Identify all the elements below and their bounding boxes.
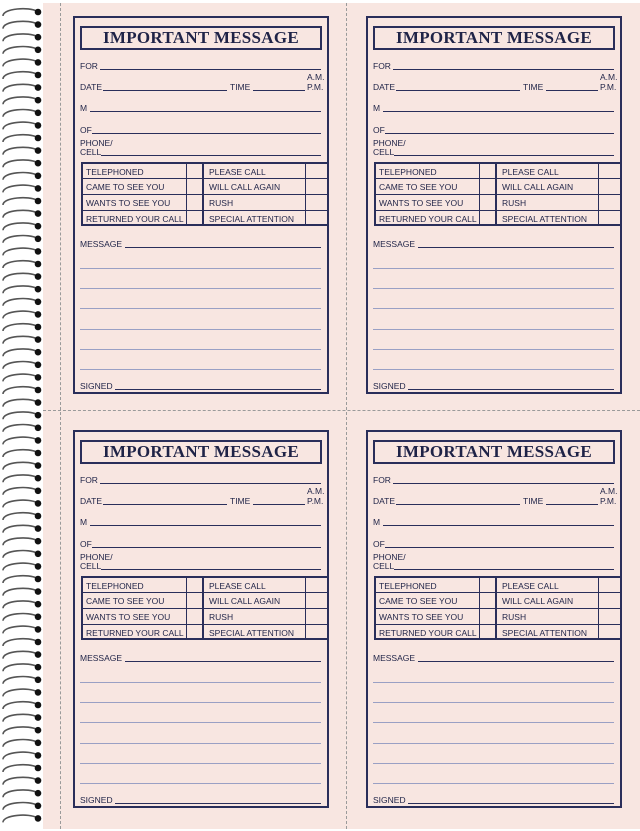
message-field[interactable] — [125, 661, 321, 662]
checkbox-label-wants-to-see-you: WANTS TO SEE YOU — [86, 198, 171, 208]
checkbox-label-will-call-again: WILL CALL AGAIN — [502, 182, 574, 192]
checkbox-label-telephoned: TELEPHONED — [379, 167, 437, 177]
spiral-coil — [3, 425, 41, 432]
checkbox-label-came-to-see-you: CAME TO SEE YOU — [379, 596, 458, 606]
checkbox-label-returned-your-call: RETURNED YOUR CALL — [86, 628, 184, 638]
checkbox-grid — [81, 162, 329, 226]
of-field[interactable] — [92, 547, 321, 548]
spiral-coil — [3, 488, 41, 495]
m-label: M — [80, 103, 88, 113]
spiral-coil — [3, 601, 41, 608]
spiral-coil — [3, 639, 41, 646]
spiral-coil — [3, 362, 41, 369]
spiral-coil — [3, 399, 41, 406]
checkbox-label-returned-your-call: RETURNED YOUR CALL — [379, 628, 477, 638]
time-label: TIME — [230, 82, 251, 92]
checkbox-label-please-call: PLEASE CALL — [502, 167, 559, 177]
message-line — [373, 702, 614, 703]
for-field[interactable] — [393, 69, 614, 70]
message-label: MESSAGE — [373, 239, 416, 249]
m-field[interactable] — [383, 525, 614, 526]
spiral-coil — [3, 752, 41, 759]
m-label: M — [373, 517, 381, 527]
cell-label: CELL — [373, 147, 395, 157]
spiral-coil — [3, 513, 41, 520]
message-line — [80, 288, 321, 289]
spiral-coil — [3, 160, 41, 167]
spiral-coil — [3, 34, 41, 41]
spiral-coil — [3, 803, 41, 810]
checkbox-label-please-call: PLEASE CALL — [209, 167, 266, 177]
for-label: FOR — [373, 61, 391, 71]
for-field[interactable] — [100, 69, 321, 70]
message-slip[interactable] — [366, 430, 622, 808]
checkbox-label-special-attention: SPECIAL ATTENTION — [502, 214, 588, 224]
slip-title: IMPORTANT MESSAGE — [80, 26, 322, 50]
time-field[interactable] — [253, 90, 305, 91]
cell-label: CELL — [80, 561, 102, 571]
slip-title: IMPORTANT MESSAGE — [373, 440, 615, 464]
cell-label: CELL — [80, 147, 102, 157]
checkbox-label-wants-to-see-you: WANTS TO SEE YOU — [86, 612, 171, 622]
message-slip[interactable] — [73, 16, 329, 394]
spiral-coil — [3, 135, 41, 142]
date-label: DATE — [373, 82, 396, 92]
spiral-coil — [3, 311, 41, 318]
spiral-coil — [3, 525, 41, 532]
spiral-coil — [3, 59, 41, 66]
spiral-coil — [3, 412, 41, 419]
date-field[interactable] — [103, 90, 227, 91]
phone-field[interactable] — [101, 155, 321, 156]
phone-label: PHONE/ — [373, 552, 406, 562]
of-label: OF — [80, 539, 92, 549]
spiral-coil — [3, 563, 41, 570]
message-line — [373, 783, 614, 784]
m-field[interactable] — [383, 111, 614, 112]
of-field[interactable] — [385, 547, 614, 548]
checkbox-label-special-attention: SPECIAL ATTENTION — [502, 628, 588, 638]
message-line — [373, 743, 614, 744]
message-line — [80, 329, 321, 330]
of-field[interactable] — [385, 133, 614, 134]
spiral-coil — [3, 374, 41, 381]
spiral-coil — [3, 450, 41, 457]
pm-label: P.M. — [307, 82, 324, 92]
m-label: M — [373, 103, 381, 113]
spiral-coil — [3, 324, 41, 331]
spiral-coil — [3, 286, 41, 293]
message-line — [373, 682, 614, 683]
for-label: FOR — [80, 61, 98, 71]
checkbox-label-came-to-see-you: CAME TO SEE YOU — [379, 182, 458, 192]
spiral-coil — [3, 475, 41, 482]
for-field[interactable] — [393, 483, 614, 484]
spiral-coil — [3, 815, 41, 822]
message-line — [373, 369, 614, 370]
spiral-coil — [3, 110, 41, 117]
message-line — [80, 783, 321, 784]
spiral-coil — [3, 198, 41, 205]
time-label: TIME — [230, 496, 251, 506]
am-label: A.M. — [307, 72, 325, 82]
spiral-coil — [3, 387, 41, 394]
spiral-coil — [3, 9, 41, 16]
spiral-coil — [3, 651, 41, 658]
spiral-coil — [3, 84, 41, 91]
message-line — [80, 308, 321, 309]
message-line — [373, 763, 614, 764]
checkbox-label-returned-your-call: RETURNED YOUR CALL — [379, 214, 477, 224]
checkbox-label-telephoned: TELEPHONED — [86, 581, 144, 591]
pm-label: P.M. — [307, 496, 324, 506]
message-slip[interactable] — [73, 430, 329, 808]
spiral-coil — [3, 437, 41, 444]
checkbox-label-rush: RUSH — [209, 198, 234, 208]
spiral-coil — [3, 714, 41, 721]
checkbox-label-rush: RUSH — [502, 612, 527, 622]
spiral-coil — [3, 236, 41, 243]
m-field[interactable] — [90, 111, 321, 112]
phone-label: PHONE/ — [80, 552, 113, 562]
message-line — [80, 743, 321, 744]
for-label: FOR — [373, 475, 391, 485]
spiral-coil — [3, 273, 41, 280]
signed-field[interactable] — [408, 389, 614, 390]
of-label: OF — [373, 539, 385, 549]
for-field[interactable] — [100, 483, 321, 484]
perforation-horizontal — [43, 410, 640, 411]
spiral-coil — [3, 47, 41, 54]
date-field[interactable] — [396, 504, 520, 505]
message-field[interactable] — [418, 247, 614, 248]
checkbox-grid — [374, 162, 622, 226]
spiral-coil — [3, 702, 41, 709]
pm-label: P.M. — [600, 82, 617, 92]
spiral-coil — [3, 261, 41, 268]
signed-label: SIGNED — [80, 381, 113, 391]
phone-field[interactable] — [101, 569, 321, 570]
message-line — [373, 722, 614, 723]
signed-field[interactable] — [115, 803, 321, 804]
checkbox-label-came-to-see-you: CAME TO SEE YOU — [86, 596, 165, 606]
signed-label: SIGNED — [373, 795, 406, 805]
of-label: OF — [373, 125, 385, 135]
spiral-coil — [3, 210, 41, 217]
checkbox-label-please-call: PLEASE CALL — [209, 581, 266, 591]
perforation-middle — [346, 3, 347, 829]
spiral-coil — [3, 677, 41, 684]
phone-field[interactable] — [394, 569, 614, 570]
time-label: TIME — [523, 82, 544, 92]
for-label: FOR — [80, 475, 98, 485]
checkbox-label-rush: RUSH — [209, 612, 234, 622]
checkbox-label-wants-to-see-you: WANTS TO SEE YOU — [379, 198, 464, 208]
date-label: DATE — [80, 82, 103, 92]
spiral-coil — [3, 500, 41, 507]
date-label: DATE — [373, 496, 396, 506]
spiral-binding — [0, 0, 48, 831]
checkbox-label-please-call: PLEASE CALL — [502, 581, 559, 591]
checkbox-label-special-attention: SPECIAL ATTENTION — [209, 628, 295, 638]
time-field[interactable] — [253, 504, 305, 505]
spiral-coil — [3, 122, 41, 129]
spiral-coil — [3, 689, 41, 696]
signed-field[interactable] — [408, 803, 614, 804]
m-label: M — [80, 517, 88, 527]
spiral-coil — [3, 97, 41, 104]
spiral-coil — [3, 248, 41, 255]
checkbox-label-returned-your-call: RETURNED YOUR CALL — [86, 214, 184, 224]
checkbox-grid — [81, 576, 329, 640]
message-line — [80, 349, 321, 350]
spiral-coil — [3, 576, 41, 583]
spiral-coil — [3, 185, 41, 192]
date-field[interactable] — [103, 504, 227, 505]
message-line — [373, 288, 614, 289]
spiral-coil — [3, 462, 41, 469]
signed-label: SIGNED — [373, 381, 406, 391]
message-label: MESSAGE — [373, 653, 416, 663]
spiral-coil — [3, 727, 41, 734]
spiral-coil — [3, 664, 41, 671]
checkbox-label-will-call-again: WILL CALL AGAIN — [502, 596, 574, 606]
message-line — [373, 349, 614, 350]
spiral-coil — [3, 777, 41, 784]
spiral-coil — [3, 21, 41, 28]
checkbox-label-wants-to-see-you: WANTS TO SEE YOU — [379, 612, 464, 622]
checkbox-grid — [374, 576, 622, 640]
message-line — [80, 682, 321, 683]
message-line — [80, 763, 321, 764]
perforation-left — [60, 3, 61, 829]
am-label: A.M. — [600, 486, 618, 496]
am-label: A.M. — [600, 72, 618, 82]
spiral-coil — [3, 336, 41, 343]
spiral-coil — [3, 765, 41, 772]
date-label: DATE — [80, 496, 103, 506]
spiral-coil — [3, 626, 41, 633]
of-field[interactable] — [92, 133, 321, 134]
spiral-coil — [3, 551, 41, 558]
message-line — [80, 369, 321, 370]
checkbox-label-rush: RUSH — [502, 198, 527, 208]
cell-label: CELL — [373, 561, 395, 571]
pm-label: P.M. — [600, 496, 617, 506]
slip-title: IMPORTANT MESSAGE — [373, 26, 615, 50]
message-line — [373, 308, 614, 309]
date-field[interactable] — [396, 90, 520, 91]
am-label: A.M. — [307, 486, 325, 496]
message-label: MESSAGE — [80, 653, 123, 663]
checkbox-label-will-call-again: WILL CALL AGAIN — [209, 596, 281, 606]
checkbox-label-special-attention: SPECIAL ATTENTION — [209, 214, 295, 224]
checkbox-label-came-to-see-you: CAME TO SEE YOU — [86, 182, 165, 192]
checkbox-label-telephoned: TELEPHONED — [379, 581, 437, 591]
signed-label: SIGNED — [80, 795, 113, 805]
time-field[interactable] — [546, 504, 598, 505]
spiral-coil — [3, 588, 41, 595]
message-field[interactable] — [418, 661, 614, 662]
spiral-coil — [3, 740, 41, 747]
phone-label: PHONE/ — [373, 138, 406, 148]
message-field[interactable] — [125, 247, 321, 248]
phone-label: PHONE/ — [80, 138, 113, 148]
message-slip[interactable] — [366, 16, 622, 394]
message-line — [373, 329, 614, 330]
message-line — [373, 268, 614, 269]
m-field[interactable] — [90, 525, 321, 526]
message-line — [80, 268, 321, 269]
spiral-coil — [3, 538, 41, 545]
spiral-coil — [3, 173, 41, 180]
checkbox-label-will-call-again: WILL CALL AGAIN — [209, 182, 281, 192]
spiral-coil — [3, 349, 41, 356]
checkbox-label-telephoned: TELEPHONED — [86, 167, 144, 177]
message-label: MESSAGE — [80, 239, 123, 249]
message-line — [80, 722, 321, 723]
signed-field[interactable] — [115, 389, 321, 390]
spiral-coil — [3, 147, 41, 154]
message-line — [80, 702, 321, 703]
spiral-coil — [3, 614, 41, 621]
time-label: TIME — [523, 496, 544, 506]
spiral-coil — [3, 223, 41, 230]
slip-title: IMPORTANT MESSAGE — [80, 440, 322, 464]
spiral-coil — [3, 72, 41, 79]
spiral-coil — [3, 790, 41, 797]
phone-field[interactable] — [394, 155, 614, 156]
of-label: OF — [80, 125, 92, 135]
time-field[interactable] — [546, 90, 598, 91]
spiral-coil — [3, 299, 41, 306]
